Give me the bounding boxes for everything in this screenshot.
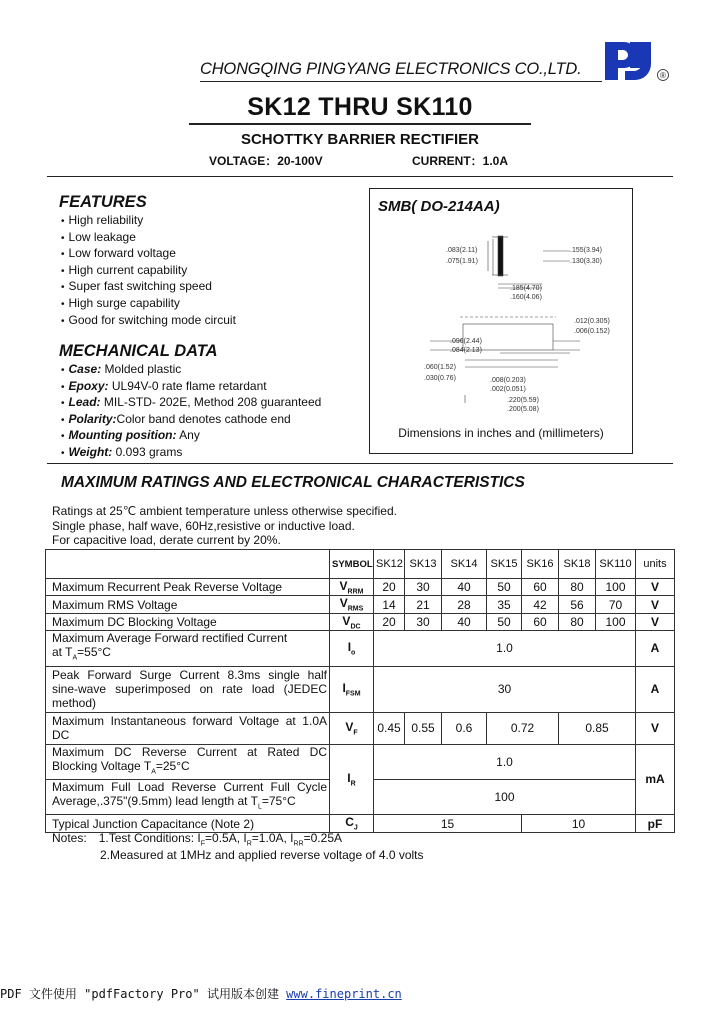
value-cell: 100 [374, 779, 636, 814]
package-drawing [370, 189, 630, 425]
list-item: • High reliability [61, 213, 236, 230]
unit-cell: pF [636, 815, 675, 832]
value-cell: 10 [522, 815, 636, 832]
unit-cell: V [636, 712, 675, 744]
value-cell: 0.85 [559, 712, 636, 744]
value-cell: 60 [522, 613, 559, 630]
ratings-note: Single phase, half wave, 60Hz,resistive or inductive load. [52, 519, 355, 533]
value-cell: 40 [442, 579, 487, 596]
symbol-header: SYMBOL [330, 550, 374, 579]
symbol-cell: $I_R$ [330, 744, 374, 815]
footer-link[interactable]: www.fineprint.cn [286, 987, 402, 1001]
voltage-range: VOLTAGE：20-100V [209, 154, 323, 168]
dimensions-caption: Dimensions in inches and (millimeters) [398, 426, 604, 440]
dim-text: .200(5.08) [507, 406, 539, 413]
value-cell: 100 [596, 613, 636, 630]
symbol-cell: $C_J$ [330, 815, 374, 832]
model-header: SK15 [487, 550, 522, 579]
dim-text: .012(0.305) [574, 318, 610, 325]
unit-cell: A [636, 631, 675, 666]
model-header: SK18 [559, 550, 596, 579]
dim-text: .155(3.94) [570, 247, 602, 254]
dim-text: .008(0.203) [490, 377, 526, 384]
table-row [46, 666, 675, 712]
dim-text: .060(1.52) [424, 364, 456, 371]
value-cell: 21 [405, 596, 442, 613]
ratings-heading: MAXIMUM RATINGS AND ELECTRONICAL CHARACTERISTICS [61, 474, 525, 491]
ratings-note: Ratings at 25℃ ambient temperature unless otherwise specified. [52, 504, 397, 518]
list-item: • Epoxy: UL94V-0 rate flame retardant [61, 379, 321, 396]
dim-text: .006(0.152) [574, 328, 610, 335]
table-row [46, 579, 675, 596]
table-row [46, 613, 675, 630]
list-item: • Case: Molded plastic [61, 362, 321, 379]
unit-cell: A [636, 666, 675, 712]
value-cell: 0.55 [405, 712, 442, 744]
unit-cell: V [636, 579, 675, 596]
list-item: • Mounting position: Any [61, 428, 321, 445]
section-rule [47, 176, 673, 177]
value-cell: 80 [559, 579, 596, 596]
param-cell: Maximum Full Load Reverse Current Full Cycle Average,.375"(9.5mm) lead length at $T_L=75^\circ C$ [46, 779, 330, 814]
value-cell: 35 [487, 596, 522, 613]
value-cell: 100 [596, 579, 636, 596]
param-cell: Maximum DC Blocking Voltage [46, 613, 330, 630]
table-row [46, 744, 675, 779]
page-title: SK12 THRU SK110 [247, 93, 473, 121]
param-cell: Maximum Recurrent Peak Reverse Voltage [46, 579, 330, 596]
table-row [46, 550, 675, 579]
value-cell: 0.72 [487, 712, 559, 744]
table-row [46, 712, 675, 744]
dim-text: .084(2.13) [450, 347, 482, 354]
list-item: • Low leakage [61, 230, 236, 247]
ratings-table [45, 549, 675, 833]
note-2: 2.Measured at 1MHz and applied reverse voltage of 4.0 volts [100, 848, 424, 862]
registered-mark: ® [660, 71, 666, 81]
list-item: • Super fast switching speed [61, 279, 236, 296]
param-cell: Maximum Instantaneous forward Voltage at 1.0A DC [46, 712, 330, 744]
list-item: • Polarity:Color band denotes cathode end [61, 412, 321, 429]
dim-text: .030(0.76) [424, 375, 456, 382]
dim-text: .160(4.06) [510, 294, 542, 301]
table-row [46, 631, 675, 666]
model-header: SK13 [405, 550, 442, 579]
value-cell: 70 [596, 596, 636, 613]
table-row [46, 815, 675, 832]
value-cell: 30 [405, 613, 442, 630]
value-cell: 42 [522, 596, 559, 613]
units-header: units [636, 550, 675, 579]
value-cell: 30 [374, 666, 636, 712]
list-item: • Lead: MIL-STD- 202E, Method 208 guaranteed [61, 395, 321, 412]
value-cell: 80 [559, 613, 596, 630]
param-cell: Typical Junction Capacitance (Note 2) [46, 815, 330, 832]
value-cell: 60 [522, 579, 559, 596]
value-cell: 1.0 [374, 631, 636, 666]
value-cell: 30 [405, 579, 442, 596]
unit-cell: mA [636, 744, 675, 815]
model-header: SK14 [442, 550, 487, 579]
value-cell: 0.6 [442, 712, 487, 744]
value-cell: 50 [487, 579, 522, 596]
model-header: SK110 [596, 550, 636, 579]
list-item: • Weight: 0.093 grams [61, 445, 321, 462]
value-cell: 50 [487, 613, 522, 630]
dim-text: .185(4.70) [510, 285, 542, 292]
value-cell: 1.0 [374, 744, 636, 779]
unit-cell: V [636, 596, 675, 613]
model-header: SK16 [522, 550, 559, 579]
ratings-note: For capacitive load, derate current by 20%. [52, 533, 281, 547]
dim-text: .083(2.11) [446, 247, 478, 254]
page-subtitle: SCHOTTKY BARRIER RECTIFIER [240, 131, 480, 148]
list-item: • High surge capability [61, 296, 236, 313]
current-rating: CURRENT：1.0A [412, 154, 509, 168]
mechanical-heading: MECHANICAL DATA [59, 342, 218, 360]
value-cell: 20 [374, 613, 405, 630]
symbol-cell: $I_{FSM}$ [330, 666, 374, 712]
list-item: • Low forward voltage [61, 246, 236, 263]
list-item: • High current capability [61, 263, 236, 280]
symbol-cell: $V_{RMS}$ [330, 596, 374, 613]
value-cell: 56 [559, 596, 596, 613]
section-rule [47, 463, 673, 464]
features-heading: FEATURES [59, 193, 147, 211]
pdf-footer: PDF 文件使用 "pdfFactory Pro" 试用版本创建 www.fineprint.cn [0, 987, 402, 1001]
param-cell: Peak Forward Surge Current 8.3ms single half sine-wave superimposed on rate load (JEDEC method) [46, 666, 330, 712]
param-cell: Maximum DC Reverse Current at Rated DC Blocking Voltage $T_A=25^\circ C$ [46, 744, 330, 779]
value-cell: 40 [442, 613, 487, 630]
param-cell: Maximum Average Forward rectified Current at $T_A=55^\circ C$ [46, 631, 330, 666]
company-name: CHONGQING PINGYANG ELECTRONICS CO.,LTD. [200, 60, 582, 78]
unit-cell: V [636, 613, 675, 630]
value-cell: 14 [374, 596, 405, 613]
package-name: SMB( DO-214AA) [378, 198, 500, 215]
symbol-cell: $I_o$ [330, 631, 374, 666]
table-row [46, 596, 675, 613]
value-cell: 20 [374, 579, 405, 596]
param-cell: Maximum RMS Voltage [46, 596, 330, 613]
symbol-cell: $V_{RRM}$ [330, 579, 374, 596]
dim-text: .002(0.051) [490, 386, 526, 393]
dim-text: .075(1.91) [446, 258, 478, 265]
value-cell: 15 [374, 815, 522, 832]
value-cell: 0.45 [374, 712, 405, 744]
mechanical-list [61, 362, 321, 462]
header-rule [200, 81, 602, 82]
symbol-cell: $V_{DC}$ [330, 613, 374, 630]
list-item: • Good for switching mode circuit [61, 313, 236, 330]
title-rule [189, 123, 531, 125]
model-header: SK12 [374, 550, 405, 579]
company-logo [604, 40, 674, 84]
value-cell: 28 [442, 596, 487, 613]
symbol-cell: $V_F$ [330, 712, 374, 744]
dim-text: .130(3.30) [570, 258, 602, 265]
features-list [61, 213, 236, 329]
dim-text: .220(5.59) [507, 397, 539, 404]
note-1: Notes: 1.Test Conditions: $I_F=0.5A$, $I_R=1.0A$, $I_{RR}=0.25A$ [52, 831, 342, 848]
dim-text: .096(2.44) [450, 338, 482, 345]
